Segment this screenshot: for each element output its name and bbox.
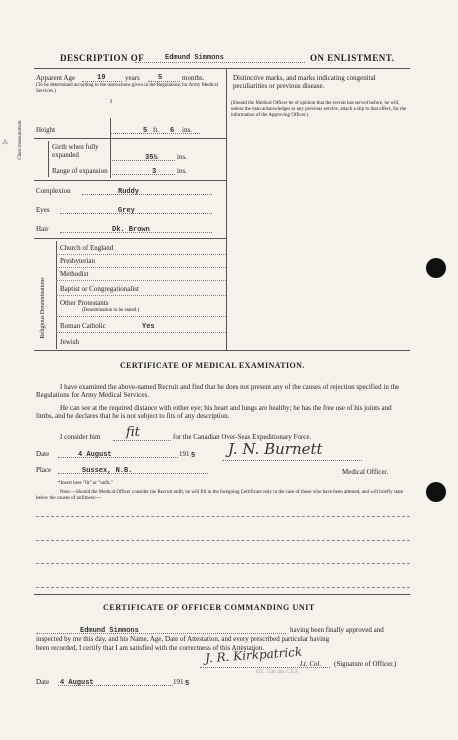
eyes-label: Eyes xyxy=(36,206,50,214)
commanding-date-value: 4 August xyxy=(60,679,94,687)
medical-date-label: Date xyxy=(36,450,50,458)
religion-other-note: (Denomination to be stated.) xyxy=(82,308,140,313)
punch-hole-bottom xyxy=(426,482,446,502)
commanding-line1: having been finally approved and xyxy=(290,626,384,634)
medical-consider-value: fit xyxy=(126,425,140,440)
chest-girth: 35½ xyxy=(145,154,158,162)
header-right: ON ENLISTMENT. xyxy=(310,53,395,63)
hair-label: Hair xyxy=(36,225,49,233)
commanding-rank: Lt. Col. xyxy=(300,660,322,668)
header-left: DESCRIPTION OF xyxy=(60,53,145,63)
medical-officer-label: Medical Officer. xyxy=(342,468,389,476)
girth-line xyxy=(110,152,175,161)
chest-girth-label: Girth when fully expanded xyxy=(52,143,99,159)
stray-mark: ⁂ xyxy=(2,140,8,146)
complexion-line xyxy=(82,186,212,195)
header-rule xyxy=(34,68,410,69)
chest-range: 3 xyxy=(152,168,157,176)
unfit-line-2 xyxy=(36,540,410,541)
medical-date-line xyxy=(58,449,178,458)
upper-section-rule xyxy=(34,350,410,351)
commanding-name: Edmund Simmons xyxy=(80,627,139,635)
chest-range-label: Range of expansion xyxy=(52,167,108,175)
height-ft: 5 xyxy=(143,127,148,135)
medical-signature: J. N. Burnett xyxy=(228,440,323,458)
religion-baptist: Baptist or Congregationalist xyxy=(60,285,139,293)
complexion-value: Ruddy xyxy=(118,188,140,196)
commanding-line3: been recorded, I certify that I am satisfied with the correctness of this Attestation. xyxy=(36,644,265,652)
hair-rule xyxy=(34,238,226,239)
consider-line xyxy=(113,432,171,441)
medical-consider-rest: for the Canadian Over-Seas Expeditionary Force. xyxy=(173,433,312,441)
age-label: Apparent Age xyxy=(36,74,76,82)
age-years: 19 xyxy=(97,74,106,82)
height-ins: 6 xyxy=(170,127,175,135)
unfit-line-3 xyxy=(36,563,410,564)
medical-place-line xyxy=(58,465,208,474)
age-months-line xyxy=(148,73,180,82)
chest-side-label: Chest measurement xyxy=(18,120,23,160)
tick-mark: ᵼ xyxy=(110,96,113,105)
height-rule xyxy=(34,138,226,139)
header-name: Edmund Simmons xyxy=(165,54,224,62)
religion-roman-catholic: Roman Catholic xyxy=(60,322,106,330)
commanding-signature: J. R. Kirkpatrick xyxy=(204,644,303,666)
religion-roman-catholic-value: Yes xyxy=(142,323,155,331)
religion-jewish: Jewish xyxy=(60,338,80,346)
medical-insert-note: *Insert here "fit" or "unfit." xyxy=(58,481,113,486)
chest-girth-unit: ins. xyxy=(177,153,187,161)
column-divider xyxy=(226,68,227,350)
religion-methodist: Methodist xyxy=(60,270,89,278)
eyes-line xyxy=(60,205,212,214)
age-months-label: months. xyxy=(182,74,205,82)
marks-note: (Should the Medical Officer be of opinion that the recruit has served before, he will, unless the man acknowledges to any previous service, attach a slip to that effect, for the information of the Approving Officer.) xyxy=(231,101,407,118)
medical-section-rule xyxy=(34,594,410,595)
medical-place-value: Sussex, N.B. xyxy=(82,467,133,475)
punch-hole-top xyxy=(426,258,446,278)
medical-consider-label: I consider him xyxy=(60,433,101,441)
medical-date-value: 4 August xyxy=(78,451,112,459)
medical-year-suffix: 5 xyxy=(191,452,196,460)
eyes-value: Grey xyxy=(118,207,135,215)
range-line xyxy=(110,166,175,175)
commanding-stamp: O.C. 55th. Bn. C.E.F. xyxy=(256,670,299,675)
height-ins-label: ins. xyxy=(182,126,192,134)
medical-para2: He can see at the required distance with either eye; his heart and lungs are healthy; he has the free use of his joints and limbs, and he declares that he is not subject to fits of any description. xyxy=(36,404,392,420)
age-months: 5 xyxy=(158,74,163,82)
medical-year-prefix: 191 xyxy=(179,450,190,458)
medical-place-label: Place xyxy=(36,466,52,474)
commanding-date-label: Date xyxy=(36,678,50,686)
religion-side-label: Religious Denominations xyxy=(40,277,46,339)
religion-other-protestants: Other Protestants xyxy=(60,299,109,307)
unfit-line-4 xyxy=(36,587,410,588)
chest-bracket xyxy=(48,141,49,177)
commanding-title: CERTIFICATE OF OFFICER COMMANDING UNIT xyxy=(103,603,315,612)
complexion-label: Complexion xyxy=(36,187,71,195)
commanding-year-suffix: 5 xyxy=(185,680,190,688)
religion-presbyterian: Presbyterian xyxy=(60,257,95,265)
medical-title: CERTIFICATE OF MEDICAL EXAMINATION. xyxy=(120,361,305,370)
medical-para1: I have examined the above-named Recruit and find that he does not present any of the causes of rejection specified in the Regulations for Army Medical Services. xyxy=(36,383,400,399)
commanding-sig-label: (Signature of Officer.) xyxy=(334,660,397,668)
commanding-name-line xyxy=(36,625,286,634)
signature-line xyxy=(222,452,362,461)
unfit-line-1 xyxy=(36,516,410,517)
religion-church-of-england: Church of England xyxy=(60,244,114,252)
chest-rule xyxy=(34,180,226,181)
height-label: Height xyxy=(36,126,56,134)
marks-title: Distinctive marks, and marks indicating congenital peculiarities or previous disease. xyxy=(233,74,376,90)
medical-note: Note.—Should the Medical Officer consider the Recruit unfit, he will fill in the foregoing Certificate only in the case of those who have been attested, and will briefly state below the causes of unfitness:— xyxy=(36,490,404,501)
age-years-label: years xyxy=(125,74,140,82)
commanding-year-prefix: 191 xyxy=(173,678,184,686)
commanding-line2: inspected by me this day, and his Name, Age, Date of Attestation, and every prescribed particular having xyxy=(36,635,330,643)
height-ft-label: ft. xyxy=(153,126,160,134)
age-note: (To be determined according to the instructions given in the Regulations for Army Medical Services.) xyxy=(36,83,218,94)
hair-value: Dk. Brown xyxy=(112,226,150,234)
chest-range-unit: ins. xyxy=(177,167,187,175)
